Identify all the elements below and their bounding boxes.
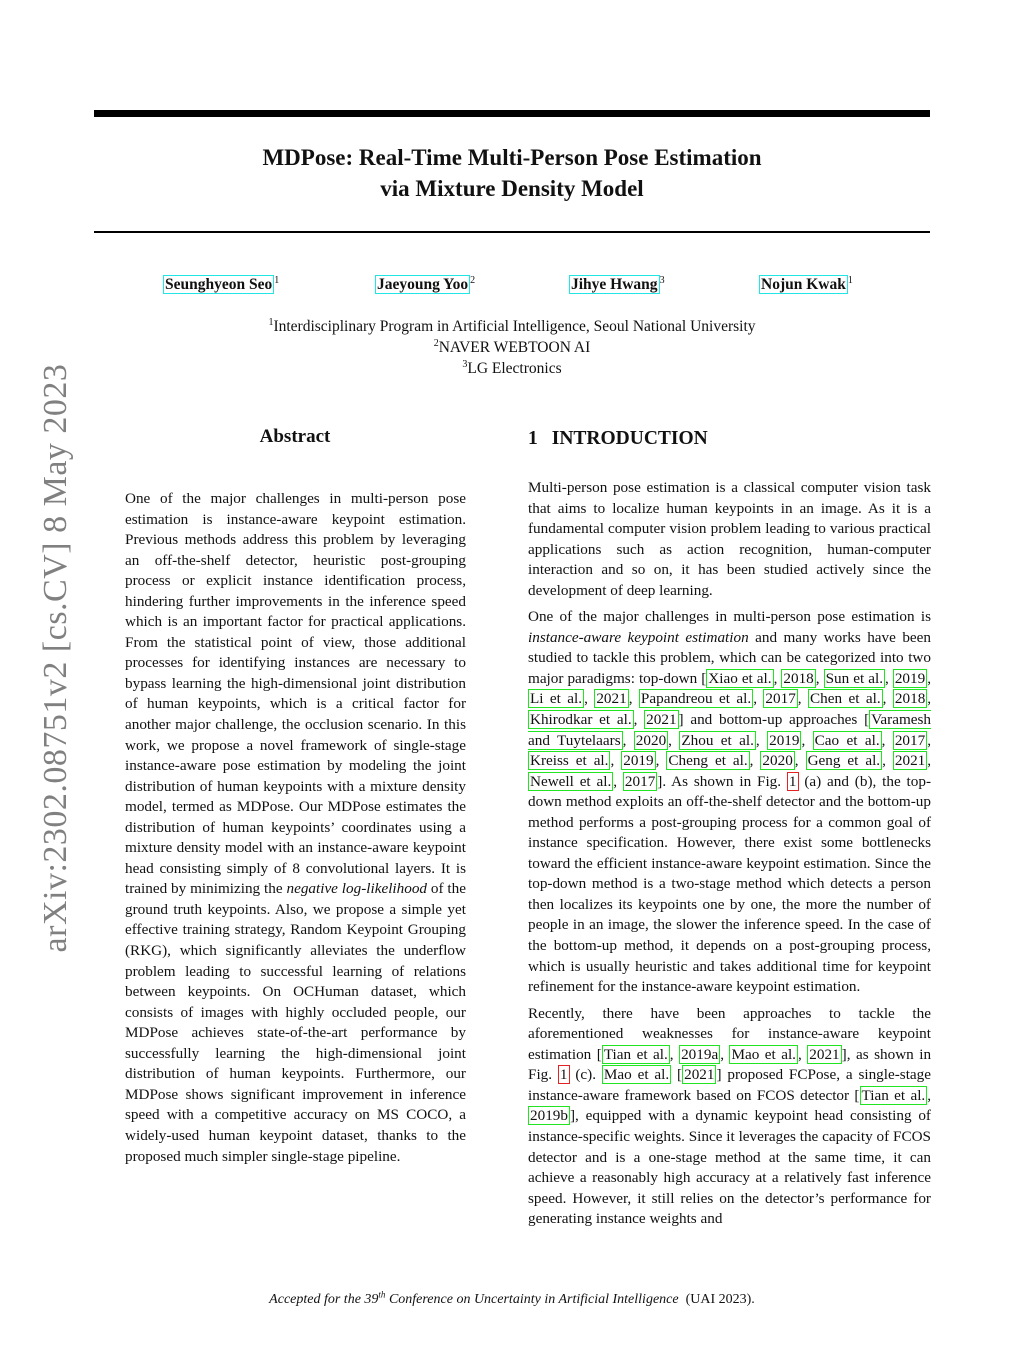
citation-link[interactable]: Newell et al. — [530, 772, 612, 790]
citation-link[interactable]: Cao et al. — [814, 731, 880, 749]
citation-link[interactable]: 2017 — [765, 690, 796, 708]
figure-ref-link[interactable]: 1 — [559, 1066, 568, 1084]
citation-link[interactable]: 2017 — [624, 772, 656, 790]
top-rule — [94, 110, 930, 117]
citation-link[interactable]: 2018 — [894, 690, 926, 708]
citation-link[interactable]: 2020 — [762, 752, 793, 770]
citation-link[interactable]: Xiao et al. — [708, 669, 772, 687]
title-line-1: MDPose: Real-Time Multi-Person Pose Estimation — [262, 145, 762, 170]
citation-link[interactable]: 2017 — [894, 731, 926, 749]
citation-link[interactable]: 2021 — [894, 752, 926, 770]
citation-link[interactable]: 2019b — [530, 1107, 568, 1125]
intro-paragraph-1: Multi-person pose estimation is a classical computer vision task that aims to localize human keypoints in an image. As it is a fundamental computer vision problem leading to various practical applications such as action recognition, human-computer interaction and so on, it has been studied actively since the development of deep learning. — [528, 479, 931, 599]
intro-paragraph-2: One of the major challenges in multi-person pose estimation is instance-aware keypoint estimation and many works have been studied to tackle this problem, which can be categorized into two major paradigms: top-down [ Xiao et al. , 2018 , Sun et al. , 2019 , Li et al. , 2021 , Papandreou et al. , 2017 , Chen et al. , 2018 , Khirodkar et al. , 2021 ] and bottom-up approaches [ Varamesh and Tuytelaars , 2020 , Zhou et al. , 2019 , Cao et al. , 2017 , Kreiss et al. , 2019 , Cheng et al. , 2020 , Geng et al. , 2021 , Newell et al. , 2017 ]. As shown in Fig. 1 (a) and (b), the top-down method exploits an off-the-shelf detector and the bottom-up method performs a post-grouping process for a common goal of instance specification. However, there exist some bottlenecks toward the efficient instance-aware keypoint estimation. Since the top-down method is a two-stage method which detects a person then localizes its keypoints one by one, the more the number of people in an image, the slower the inference speed. In the case of the bottom-up method, it depends on a post-grouping process, which is usually heuristic and takes additional time for keypoint refinement for the instance-aware keypoint estimation. — [528, 608, 932, 996]
citation-link[interactable]: 2019 — [769, 731, 800, 749]
citation-link[interactable]: Khirodkar et al. — [530, 711, 632, 729]
conference-footnote: Accepted for the 39th Conference on Uncertainty in Artificial Intelligence (UAI 2023). — [269, 1289, 755, 1307]
title-line-2: via Mixture Density Model — [380, 176, 644, 201]
introduction-text — [528, 478, 931, 1230]
citation-link[interactable]: Zhou et al. — [681, 731, 754, 749]
affiliation-3: $^3$LG Electronics — [462, 358, 562, 377]
paper-title — [94, 142, 930, 204]
citation-link[interactable]: 2021 — [809, 1045, 840, 1063]
citation-link[interactable]: 2019 — [623, 752, 654, 770]
citation-link[interactable]: 2018 — [783, 669, 814, 687]
citation-link[interactable]: Li et al. — [530, 690, 583, 708]
affiliations — [94, 316, 930, 379]
citation-link[interactable]: Tian et al. — [861, 1086, 926, 1104]
abstract-text: One of the major challenges in multi-person pose estimation is instance-aware keypoint estimation. Previous methods address this problem by leveraging an off-the-shelf detector, heuristic post-grouping process or explicit instance identification process, hindering further improvements in the inference speed which is an important factor for practical applications. From the statistical point of view, those additional processes for identifying instances are necessary to bypass learning the high-dimensional joint distribution of human keypoints, which is a critical factor for another major challenge, the occlusion scenario. In this work, we propose a novel framework of single-stage instance-aware pose estimation by modeling the joint distribution of human keypoints with a mixture density model, termed as MDPose. Our MDPose estimates the distribution of human keypoints’ coordinates using a mixture density model with an instance-aware keypoint head consisting simply of 8 convolutional layers. It is trained by minimizing the negative log-likelihood of the ground truth keypoints. Also, we propose a simple yet effective training strategy, Random Keypoint Grouping (RKG), which significantly alleviates the underflow problem leading to successful learning of relations between keypoints. On OCHuman dataset, which consists of images with highly occluded people, our MDPose achieves state-of-the-art performance by successfully learning the high-dimensional joint distribution of human keypoints. Furthermore, our MDPose shows significant improvement in inference speed with a competitive accuracy on MS COCO, a widely-used human keypoint dataset, thanks to the proposed much simpler single-stage pipeline. — [125, 490, 466, 1165]
citation-link[interactable]: Tian et al. — [603, 1045, 668, 1063]
figure-ref-link[interactable]: 1 — [788, 772, 797, 790]
author-2[interactable]: Jaeyoung Yoo $^2$ — [377, 274, 476, 293]
citation-link[interactable]: Sun et al. — [825, 669, 883, 687]
citation-link[interactable]: Geng et al. — [807, 752, 881, 770]
title-rule — [94, 231, 930, 233]
citation-link[interactable]: Mao et al. — [603, 1066, 670, 1084]
citation-link[interactable]: Varamesh and Tuytelaars — [528, 711, 932, 749]
author-3[interactable]: Jihye Hwang $^3$ — [571, 274, 665, 293]
citation-link[interactable]: 2020 — [635, 731, 667, 749]
citation-link[interactable]: 2021 — [596, 690, 627, 708]
citation-link[interactable]: Kreiss et al. — [530, 752, 609, 770]
citation-link[interactable]: Mao et al. — [731, 1045, 796, 1063]
author-1[interactable]: Seunghyeon Seo $^1$ — [165, 274, 280, 293]
section-heading-introduction: 1 INTRODUCTION — [528, 428, 708, 449]
author-list — [0, 276, 1024, 300]
affiliation-1: $^1$Interdisciplinary Program in Artificial Intelligence, Seoul National University — [268, 316, 756, 335]
citation-link[interactable]: Chen et al. — [810, 690, 881, 708]
citation-link[interactable]: 2019a — [681, 1045, 719, 1063]
author-4[interactable]: Nojun Kwak $^1$ — [761, 274, 853, 293]
citation-link[interactable]: Cheng et al. — [668, 752, 748, 770]
abstract-heading: Abstract — [259, 426, 331, 447]
arxiv-watermark: arXiv:2302.08751v2 [cs.CV] 8 May 2023 — [37, 363, 74, 953]
intro-paragraph-3: Recently, there have been approaches to tackle the aforementioned weaknesses for instance-aware keypoint estimation [ Tian et al. , 2019a , Mao et al. , 2021 ], as shown in Fig. 1 (c). Mao et al. [ 2021 ] proposed FCPose, a single-stage instance-aware framework based on FCOS detector [ Tian et al. , 2019b ], equipped with a dynamic keypoint head consisting of instance-specific weights. Since it leverages the capacity of FCOS detector and is a one-stage method at the same time, it can achieve a reasonably high accuracy at a relatively fast inference speed. However, it still relies on the detector’s performance for generating instance weights and — [528, 1004, 932, 1228]
citation-link[interactable]: Papandreou et al. — [640, 690, 752, 708]
citation-link[interactable]: 2021 — [684, 1066, 715, 1084]
citation-link[interactable]: 2019 — [894, 669, 926, 687]
affiliation-2: $^2$NAVER WEBTOON AI — [433, 337, 591, 356]
citation-link[interactable]: 2021 — [646, 711, 677, 729]
